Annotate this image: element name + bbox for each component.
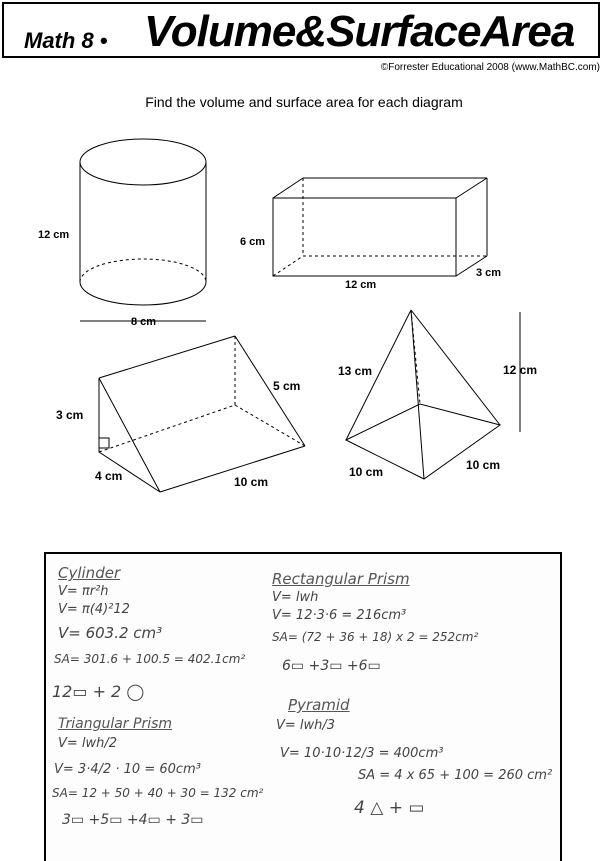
work-line: 3▭ +5▭ +4▭ + 3▭ (62, 812, 204, 828)
work-line: 12▭ + 2 ◯ (52, 682, 145, 701)
work-line: V= 10·10·12/3 = 400cm³ (280, 746, 444, 761)
pyramid-height-label: 12 cm (503, 363, 538, 377)
pyramid-side1-label: 10 cm (349, 465, 384, 479)
work-line: SA= (72 + 36 + 18) x 2 = 252cm² (272, 630, 479, 644)
rect-depth-label: 3 cm (476, 267, 502, 279)
work-line: V= lwh/2 (58, 736, 118, 751)
rect-length-label: 12 cm (345, 279, 377, 291)
work-line: 6▭ +3▭ +6▭ (282, 658, 381, 674)
course-label: Math 8 • (24, 28, 108, 53)
tri-base-label: 4 cm (95, 469, 123, 483)
work-line: V= lwh (272, 590, 319, 605)
work-line: SA= 301.6 + 100.5 = 402.1cm² (54, 652, 246, 666)
cylinder-diagram (80, 139, 206, 321)
pyramid-slant-label: 13 cm (338, 364, 373, 378)
copyright: ©Forrester Educational 2008 (www.MathBC.com) (380, 62, 600, 73)
cylinder-diameter-label: 8 cm (131, 316, 157, 328)
rect-prism-diagram (273, 178, 487, 276)
work-line: V= πr²h (58, 584, 109, 599)
work-tri-heading: Triangular Prism (58, 716, 173, 732)
instructions: Find the volume and surface area for each diagram (145, 94, 463, 110)
work-line: V= lwh/3 (276, 718, 336, 733)
handwritten-work-panel (44, 552, 562, 861)
rect-height-label: 6 cm (240, 236, 266, 248)
work-line: V= 3·4/2 · 10 = 60cm³ (54, 762, 201, 777)
work-line: V= π(4)²12 (58, 602, 130, 617)
tri-hyp-label: 5 cm (273, 379, 301, 393)
work-line: SA= 12 + 50 + 40 + 30 = 132 cm² (52, 786, 264, 800)
page-title: Volume&SurfaceArea (144, 7, 575, 56)
cylinder-height-label: 12 cm (38, 229, 70, 241)
tri-length-label: 10 cm (234, 475, 269, 489)
tri-prism-diagram (99, 336, 305, 492)
work-cylinder-heading: Cylinder (58, 564, 121, 582)
pyramid-diagram (346, 310, 520, 479)
work-line: 4 △ + ▭ (354, 798, 425, 818)
work-line: V= 603.2 cm³ (58, 624, 163, 642)
pyramid-side2-label: 10 cm (466, 458, 501, 472)
work-pyr-heading: Pyramid (288, 696, 350, 714)
work-line: SA = 4 x 65 + 100 = 260 cm² (358, 768, 553, 783)
work-rect-heading: Rectangular Prism (272, 570, 410, 588)
tri-height-label: 3 cm (56, 408, 84, 422)
work-line: V= 12·3·6 = 216cm³ (272, 608, 407, 623)
